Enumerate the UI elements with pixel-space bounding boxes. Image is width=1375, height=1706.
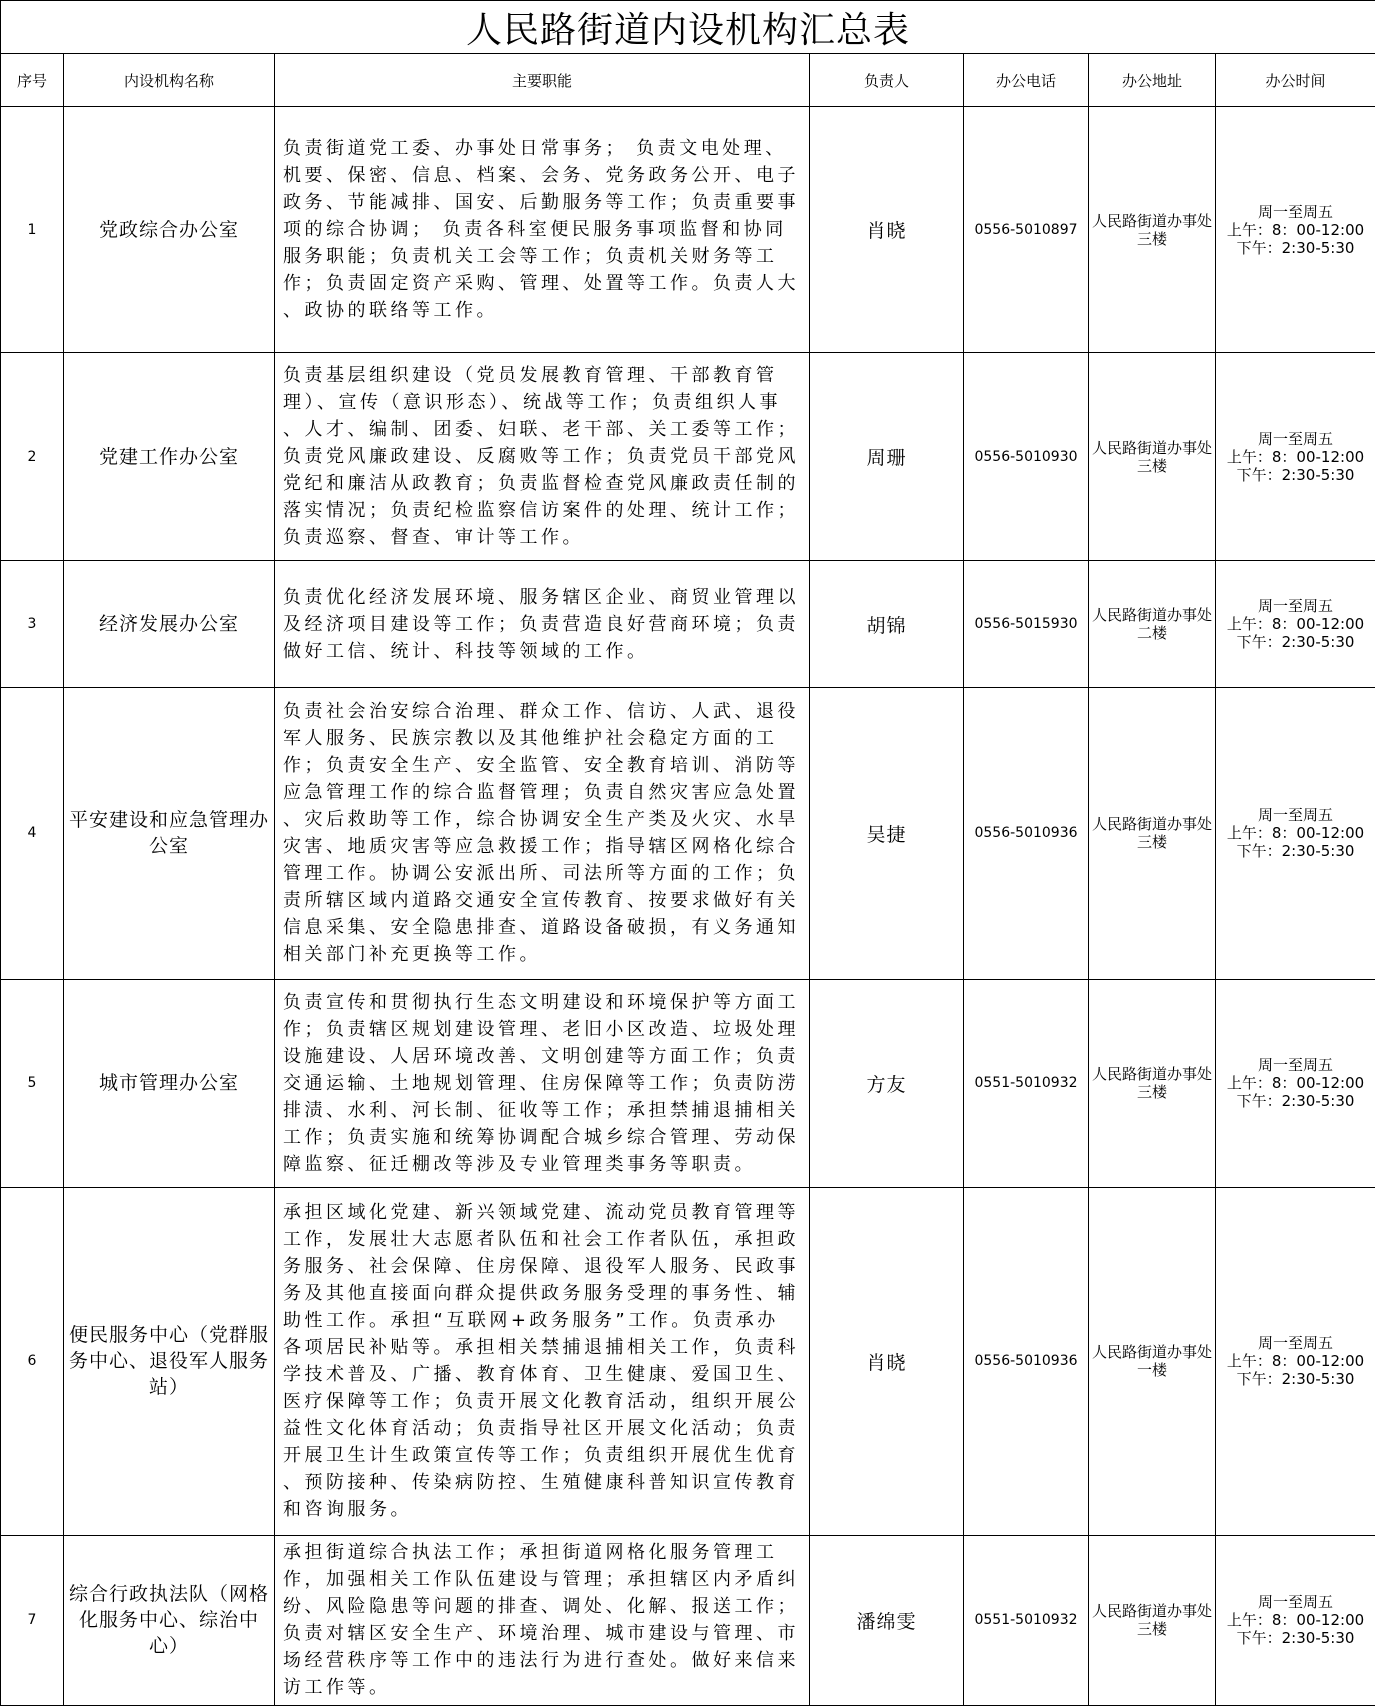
hours-afternoon: 下午：2:30-5:30 bbox=[1236, 842, 1355, 861]
hours-days: 周一至周五 bbox=[1258, 806, 1334, 825]
hours-morning: 上午：8：00-12:00 bbox=[1226, 615, 1365, 634]
hours-days: 周一至周五 bbox=[1258, 597, 1334, 616]
cell-seq: 2 bbox=[1, 353, 64, 561]
table-row bbox=[1, 1535, 1375, 1705]
cell-phone: 0556-5010936 bbox=[964, 688, 1089, 979]
cell-hours bbox=[1216, 688, 1375, 979]
cell-address: 人民路街道办事处三楼 bbox=[1089, 1535, 1216, 1705]
cell-phone: 0556-5010936 bbox=[964, 1187, 1089, 1535]
cell-name: 党政综合办公室 bbox=[64, 107, 275, 353]
cell-name: 城市管理办公室 bbox=[64, 979, 275, 1187]
table-row bbox=[1, 688, 1375, 979]
hours-morning: 上午：8：00-12:00 bbox=[1226, 1352, 1365, 1371]
header-hours: 办公时间 bbox=[1216, 54, 1375, 107]
hours-morning: 上午：8：00-12:00 bbox=[1226, 220, 1365, 239]
hours-days: 周一至周五 bbox=[1258, 1593, 1334, 1612]
table-row bbox=[1, 1187, 1375, 1535]
hours-morning: 上午：8：00-12:00 bbox=[1226, 1611, 1365, 1630]
hours-afternoon: 下午：2:30-5:30 bbox=[1236, 633, 1355, 652]
hours-afternoon: 下午：2:30-5:30 bbox=[1236, 1629, 1355, 1648]
cell-address: 人民路街道办事处三楼 bbox=[1089, 979, 1216, 1187]
cell-duties: 承担区域化党建、新兴领域党建、流动党员教育管理等 工作，发展壮大志愿者队伍和社会工作者队伍，承担政 务服务、社会保障、住房保障、退役军人服务、民政事 务及其他直接面向群众提供政务服务受理的事务性、辅 助性工作。承担“互联网+政务服务”工作。负责承办 各项居民补贴等。承担相关禁捕退捕相关工作，负责科 学技术普及、广播、教育体育、卫生健康、爱国卫生、 医疗保障等工作；负责开展文化教育活动，组织开展公 益性文化体育活动；负责指导社区开展文化活动；负责 开展卫生计生政策宣传等工作；负责组织开展优生优育 、预防接种、传染病防控、生殖健康科普知识宣传教育 和咨询服务。 bbox=[275, 1187, 810, 1535]
hours-days: 周一至周五 bbox=[1258, 1056, 1334, 1075]
header-address: 办公地址 bbox=[1089, 54, 1216, 107]
cell-seq: 3 bbox=[1, 561, 64, 688]
cell-duties: 承担街道综合执法工作；承担街道网格化服务管理工 作，加强相关工作队伍建设与管理；承担辖区内矛盾纠 纷、风险隐患等问题的排查、调处、化解、报送工作； 负责对辖区安全生产、环境治理、城市建设与管理、市 场经营秩序等工作中的违法行为进行查处。做好来信来 访工作等。 bbox=[275, 1535, 810, 1705]
hours-afternoon: 下午：2:30-5:30 bbox=[1236, 238, 1355, 257]
hours-morning: 上午：8：00-12:00 bbox=[1226, 447, 1365, 466]
header-person: 负责人 bbox=[810, 54, 964, 107]
table-row bbox=[1, 353, 1375, 561]
hours-afternoon: 下午：2:30-5:30 bbox=[1236, 465, 1355, 484]
hours-morning: 上午：8：00-12:00 bbox=[1226, 824, 1365, 843]
cell-address: 人民路街道办事处二楼 bbox=[1089, 561, 1216, 688]
cell-phone: 0551-5010932 bbox=[964, 979, 1089, 1187]
cell-duties: 负责街道党工委、办事处日常事务； 负责文电处理、 机要、保密、信息、档案、会务、党务政务公开、电子 政务、节能减排、国安、后勤服务等工作；负责重要事 项的综合协调； 负责各科室便民服务事项监督和协同 服务职能；负责机关工会等工作；负责机关财务等工 作；负责固定资产采购、管理、处置等工作。负责人大 、政协的联络等工作。 bbox=[275, 107, 810, 353]
header-phone: 办公电话 bbox=[964, 54, 1089, 107]
cell-address: 人民路街道办事处三楼 bbox=[1089, 353, 1216, 561]
hours-days: 周一至周五 bbox=[1258, 429, 1334, 448]
cell-hours bbox=[1216, 561, 1375, 688]
cell-address: 人民路街道办事处三楼 bbox=[1089, 688, 1216, 979]
cell-person: 方友 bbox=[810, 979, 964, 1187]
cell-address: 人民路街道办事处三楼 bbox=[1089, 107, 1216, 353]
cell-name: 经济发展办公室 bbox=[64, 561, 275, 688]
cell-phone: 0556-5015930 bbox=[964, 561, 1089, 688]
hours-afternoon: 下午：2:30-5:30 bbox=[1236, 1370, 1355, 1389]
table-row bbox=[1, 979, 1375, 1187]
cell-person: 肖晓 bbox=[810, 107, 964, 353]
cell-duties: 负责基层组织建设（党员发展教育管理、干部教育管 理）、宣传（意识形态）、统战等工作；负责组织人事 、人才、编制、团委、妇联、老干部、关工委等工作； 负责党风廉政建设、反腐败等工作；负责党员干部党风 党纪和廉洁从政教育；负责监督检查党风廉政责任制的 落实情况；负责纪检监察信访案件的处理、统计工作； 负责巡察、督查、审计等工作。 bbox=[275, 353, 810, 561]
cell-name: 党建工作办公室 bbox=[64, 353, 275, 561]
cell-phone: 0556-5010930 bbox=[964, 353, 1089, 561]
cell-seq: 4 bbox=[1, 688, 64, 979]
table-row bbox=[1, 561, 1375, 688]
cell-person: 肖晓 bbox=[810, 1187, 964, 1535]
hours-days: 周一至周五 bbox=[1258, 1334, 1334, 1353]
cell-person: 潘绵雯 bbox=[810, 1535, 964, 1705]
cell-hours bbox=[1216, 1535, 1375, 1705]
cell-seq: 1 bbox=[1, 107, 64, 353]
hours-afternoon: 下午：2:30-5:30 bbox=[1236, 1092, 1355, 1111]
header-seq: 序号 bbox=[1, 54, 64, 107]
table-row bbox=[1, 107, 1375, 353]
cell-hours bbox=[1216, 979, 1375, 1187]
cell-person: 胡锦 bbox=[810, 561, 964, 688]
cell-phone: 0556-5010897 bbox=[964, 107, 1089, 353]
cell-seq: 7 bbox=[1, 1535, 64, 1705]
cell-person: 周珊 bbox=[810, 353, 964, 561]
cell-name: 综合行政执法队（网格化服务中心、综治中心） bbox=[64, 1535, 275, 1705]
cell-duties: 负责宣传和贯彻执行生态文明建设和环境保护等方面工 作；负责辖区规划建设管理、老旧小区改造、垃圾处理 设施建设、人居环境改善、文明创建等方面工作；负责 交通运输、土地规划管理、住房保障等工作；负责防涝 排渍、水利、河长制、征收等工作；承担禁捕退捕相关 工作；负责实施和统筹协调配合城乡综合管理、劳动保 障监察、征迁棚改等涉及专业管理类事务等职责。 bbox=[275, 979, 810, 1187]
header-name: 内设机构名称 bbox=[64, 54, 275, 107]
cell-seq: 6 bbox=[1, 1187, 64, 1535]
cell-duties: 负责社会治安综合治理、群众工作、信访、人武、退役 军人服务、民族宗教以及其他维护社会稳定方面的工 作；负责安全生产、安全监管、安全教育培训、消防等 应急管理工作的综合监督管理；负责自然灾害应急处置 、灾后救助等工作，综合协调安全生产类及火灾、水旱 灾害、地质灾害等应急救援工作；指导辖区网格化综合 管理工作。协调公安派出所、司法所等方面的工作；负 责所辖区域内道路交通安全宣传教育、按要求做好有关 信息采集、安全隐患排查、道路设备破损，有义务通知 相关部门补充更换等工作。 bbox=[275, 688, 810, 979]
cell-person: 吴捷 bbox=[810, 688, 964, 979]
cell-duties: 负责优化经济发展环境、服务辖区企业、商贸业管理以 及经济项目建设等工作；负责营造良好营商环境；负责 做好工信、统计、科技等领域的工作。 bbox=[275, 561, 810, 688]
header-row bbox=[1, 54, 1375, 107]
cell-address: 人民路街道办事处一楼 bbox=[1089, 1187, 1216, 1535]
cell-name: 便民服务中心（党群服务中心、退役军人服务站） bbox=[64, 1187, 275, 1535]
cell-phone: 0551-5010932 bbox=[964, 1535, 1089, 1705]
table-title: 人民路街道内设机构汇总表 bbox=[1, 1, 1375, 54]
hours-days: 周一至周五 bbox=[1258, 202, 1334, 221]
cell-hours bbox=[1216, 1187, 1375, 1535]
header-duties: 主要职能 bbox=[275, 54, 810, 107]
cell-hours bbox=[1216, 353, 1375, 561]
hours-morning: 上午：8：00-12:00 bbox=[1226, 1074, 1365, 1093]
cell-hours bbox=[1216, 107, 1375, 353]
title-row bbox=[1, 1, 1375, 54]
cell-name: 平安建设和应急管理办公室 bbox=[64, 688, 275, 979]
cell-seq: 5 bbox=[1, 979, 64, 1187]
